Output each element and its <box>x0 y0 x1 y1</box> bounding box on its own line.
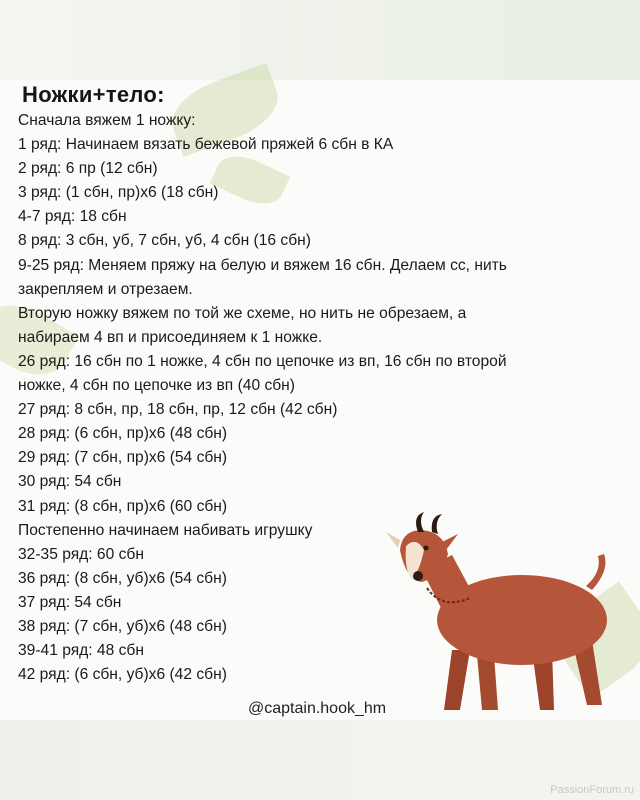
goat-leg <box>444 650 470 710</box>
instruction-line: Сначала вяжем 1 ножку: <box>18 112 196 129</box>
instruction-line: 2 ряд: 6 пр (12 сбн) <box>18 160 158 178</box>
instruction-line: закрепляем и отрезаем. <box>18 280 193 298</box>
goat-tail <box>586 554 606 590</box>
goat-illustration <box>382 510 622 720</box>
instruction-line: 4-7 ряд: 18 сбн <box>18 208 127 226</box>
instruction-line: Вторую ножку вяжем по той же схеме, но нить не обрезаем, а <box>18 304 467 322</box>
author-handle: @captain.hook_hm <box>248 700 387 717</box>
instruction-line: 37 ряд: 54 сбн <box>18 593 122 611</box>
goat-ear <box>386 532 400 548</box>
instruction-line: ножке, 4 сбн по цепочке из вп (40 сбн) <box>18 377 295 395</box>
goat-horn <box>432 514 442 534</box>
instruction-line: 32-35 ряд: 60 сбн <box>18 545 144 563</box>
instruction-line: 29 ряд: (7 сбн, пр)х6 (54 сбн) <box>18 449 228 467</box>
instruction-line: 28 ряд: (6 сбн, пр)х6 (48 сбн) <box>18 425 228 443</box>
instruction-line: 9-25 ряд: Меняем пряжу на белую и вяжем 16 сбн. Делаем сс, нить <box>18 256 507 274</box>
goat-horn <box>416 512 424 532</box>
instruction-line: 31 ряд: (8 сбн, пр)х6 (60 сбн) <box>18 497 228 515</box>
instruction-line: 3 ряд: (1 сбн, пр)х6 (18 сбн) <box>18 184 219 202</box>
instruction-line: 30 ряд: 54 сбн <box>18 473 122 491</box>
watermark: PassionForum.ru <box>550 784 634 796</box>
instruction-line: набираем 4 вп и присоединяем к 1 ножке. <box>18 328 323 346</box>
instruction-line: Постепенно начинаем набивать игрушку <box>18 521 313 539</box>
goat-nose <box>413 571 423 581</box>
goat-eye <box>424 546 429 551</box>
instruction-line: 8 ряд: 3 сбн, уб, 7 сбн, уб, 4 сбн (16 сбн) <box>18 232 311 250</box>
instruction-line: 27 ряд: 8 сбн, пр, 18 сбн, пр, 12 сбн (42 сбн) <box>18 401 338 419</box>
goat-leg <box>477 655 498 710</box>
instruction-line: 42 ряд: (6 сбн, уб)х6 (42 сбн) <box>18 666 227 684</box>
page-title: Ножки+тело: <box>22 82 165 107</box>
instruction-line: 26 ряд: 16 сбн по 1 ножке, 4 сбн по цепочке из вп, 16 сбн по второй <box>18 352 507 370</box>
instruction-line: 39-41 ряд: 48 сбн <box>18 642 144 660</box>
instruction-line: 1 ряд: Начинаем вязать бежевой пряжей 6 сбн в КА <box>18 136 394 154</box>
instruction-line: 36 ряд: (8 сбн, уб)х6 (54 сбн) <box>18 569 227 587</box>
instruction-line: 38 ряд: (7 сбн, уб)х6 (48 сбн) <box>18 617 227 635</box>
